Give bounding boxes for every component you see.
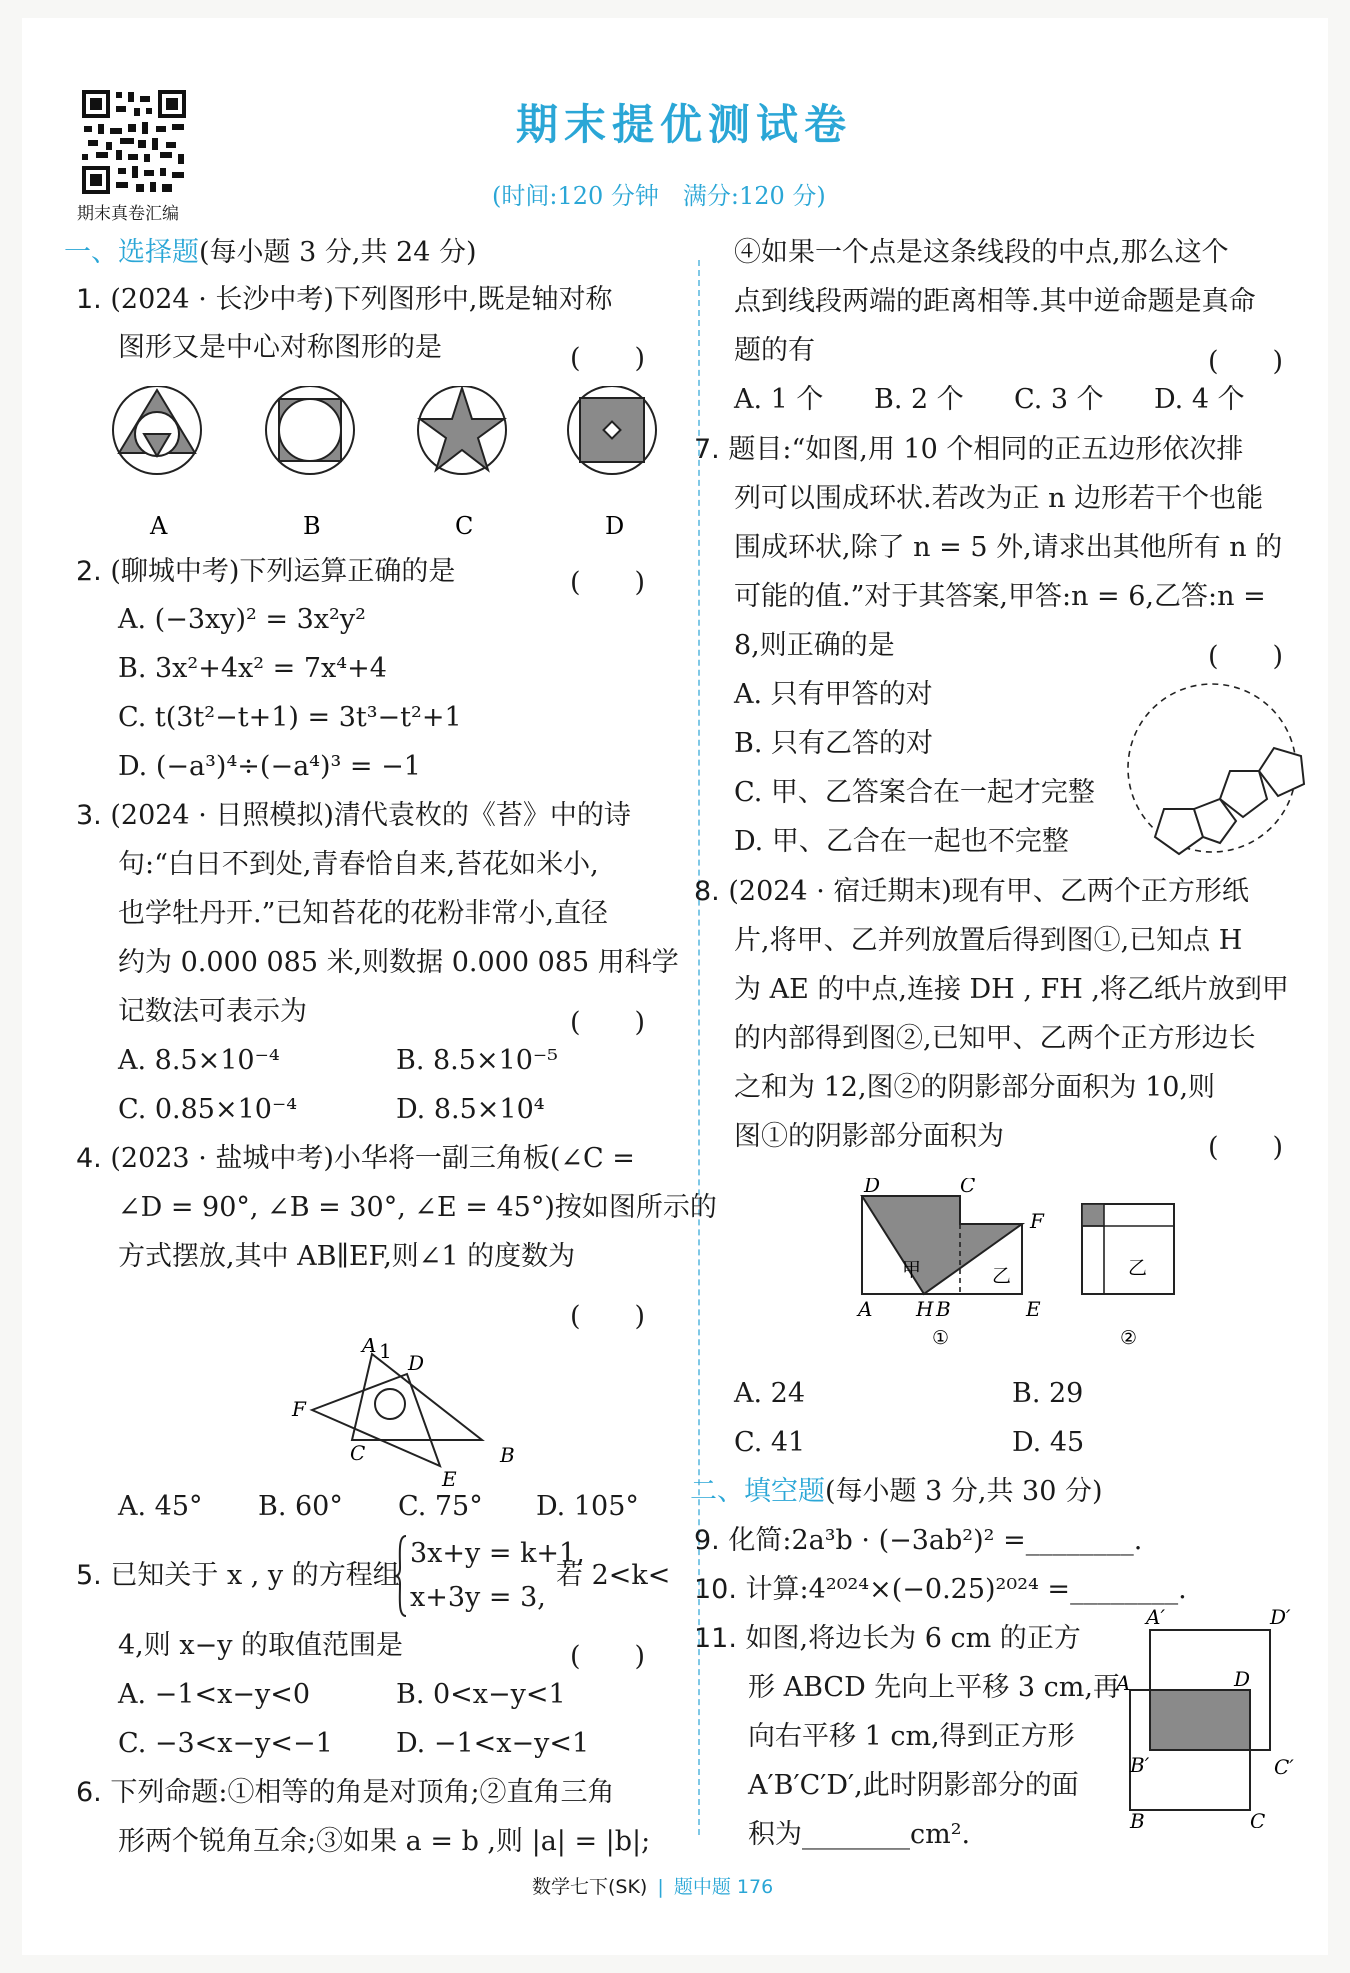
q7-option-c[interactable]: C. 甲、乙答案合在一起才完整	[734, 777, 1095, 808]
q10-end: .	[1178, 1574, 1187, 1605]
q5-text-lead: 已知关于 x , y 的方程组	[110, 1560, 400, 1591]
q4-option-c[interactable]: C. 75°	[398, 1491, 483, 1522]
q2-answer-paren[interactable]: ( )	[570, 567, 646, 598]
q7-option-a[interactable]: A. 只有甲答的对	[734, 679, 933, 710]
q4-label-a: A	[362, 1338, 377, 1357]
qr-code[interactable]	[80, 88, 188, 196]
q5-brace	[394, 1534, 408, 1618]
q6-line2: 形两个锐角互余;③如果 a = b ,则 |a| = |b|;	[118, 1826, 651, 1857]
q7-option-b[interactable]: B. 只有乙答的对	[734, 728, 934, 759]
q8-label-yi: 乙	[992, 1265, 1012, 1287]
q11-label-d1: D′	[1270, 1606, 1291, 1629]
q8-option-d[interactable]: D. 45	[1012, 1427, 1085, 1458]
q8-line5: 之和为 12,图②的阴影部分面积为 10,则	[734, 1072, 1216, 1103]
q11-answer-blank[interactable]: ________	[802, 1819, 910, 1850]
q6-answer-paren[interactable]: ( )	[1208, 346, 1284, 377]
q11-text-1: 如图,将边长为 6 cm 的正方	[745, 1623, 1081, 1654]
q4-option-d[interactable]: D. 105°	[536, 1491, 639, 1522]
q8-line1	[694, 868, 1249, 916]
q4-line1	[76, 1135, 635, 1183]
q4-figure	[282, 1338, 542, 1488]
q9	[694, 1517, 1142, 1565]
q5-line2: 4,则 x−y 的取值范围是	[118, 1630, 404, 1661]
footer: 数学七下(SK) | 题中题 176	[532, 1876, 774, 1898]
q9-number: 9.	[694, 1525, 720, 1556]
q11-shaded-region	[1150, 1690, 1250, 1750]
q7-line4: 可能的值.”对于其答案,甲答:n = 6,乙答:n =	[734, 581, 1266, 612]
q11-text-5b: cm².	[910, 1819, 971, 1850]
q11-line5	[748, 1811, 970, 1859]
q3-option-a[interactable]: A. 8.5×10⁻⁴	[118, 1045, 280, 1076]
q7-answer-paren[interactable]: ( )	[1208, 641, 1284, 672]
q5-number: 5.	[76, 1560, 102, 1591]
section-2-name: 二、填空题	[690, 1476, 825, 1507]
q5-option-d[interactable]: D. −1<x−y<1	[396, 1728, 590, 1759]
q11-figure	[1102, 1606, 1302, 1828]
q1-text-1: (2024 · 长沙中考)下列图形中,既是轴对称	[110, 284, 613, 315]
page-title: 期末提优测试卷	[516, 100, 853, 149]
q8-label-a: A	[858, 1297, 873, 1321]
q7-option-d[interactable]: D. 甲、乙合在一起也不完整	[734, 826, 1069, 857]
q4-label-d: D	[408, 1351, 425, 1375]
q1-label-d: D	[605, 512, 625, 536]
q4-number: 4.	[76, 1143, 102, 1174]
q8-label-fig2: ②	[1120, 1327, 1138, 1348]
q1-line2: 图形又是中心对称图形的是	[118, 332, 442, 363]
section-1-note: (每小题 3 分,共 24 分)	[199, 237, 477, 268]
section-1-heading	[64, 229, 477, 277]
q5-option-c[interactable]: C. −3<x−y<−1	[118, 1728, 333, 1759]
q5-option-b[interactable]: B. 0<x−y<1	[396, 1679, 566, 1710]
q1-label-c: C	[455, 512, 474, 536]
q3-text-1: (2024 · 日照模拟)清代袁枚的《苔》中的诗	[110, 800, 631, 831]
q9-answer-blank[interactable]: ________	[1025, 1525, 1134, 1556]
q4-label-1: 1	[379, 1339, 392, 1363]
q11-text-5a: 积为	[748, 1819, 802, 1850]
q11-line1	[694, 1615, 1081, 1663]
q6-number: 6.	[76, 1777, 102, 1808]
q7-number: 7.	[694, 434, 720, 465]
q3-option-b[interactable]: B. 8.5×10⁻⁵	[396, 1045, 558, 1076]
page	[22, 18, 1328, 1955]
q11-number: 11.	[694, 1623, 737, 1654]
q11-label-c1: C′	[1274, 1755, 1294, 1779]
q4-label-c: C	[350, 1441, 366, 1465]
footer-book: 数学七下(SK)	[532, 1876, 648, 1898]
q6-option-d[interactable]: D. 4 个	[1154, 384, 1245, 415]
q1-number: 1.	[76, 284, 102, 315]
q4-answer-paren[interactable]: ( )	[570, 1301, 646, 1332]
q1-fig-c-star	[420, 388, 504, 470]
q3-line4: 约为 0.000 085 米,则数据 0.000 085 用科学	[118, 947, 679, 978]
q5-option-a[interactable]: A. −1<x−y<0	[118, 1679, 310, 1710]
q8-label-e: E	[1026, 1297, 1041, 1321]
q1-label-a: A	[150, 512, 168, 536]
q1-line1	[76, 276, 612, 324]
q6-option-b[interactable]: B. 2 个	[874, 384, 964, 415]
q11-label-b: B	[1130, 1809, 1145, 1828]
q6-line5: 题的有	[734, 335, 815, 366]
q8-option-c[interactable]: C. 41	[734, 1427, 806, 1458]
page-subtitle: (时间:120 分钟 满分:120 分)	[492, 182, 826, 210]
section-1-name: 一、选择题	[64, 237, 199, 268]
q4-option-b[interactable]: B. 60°	[258, 1491, 343, 1522]
q7-line5: 8,则正确的是	[734, 630, 895, 661]
q11-label-c: C	[1250, 1809, 1266, 1828]
q11-line3: 向右平移 1 cm,得到正方形	[748, 1721, 1075, 1752]
q8-label-yi-2: 乙	[1128, 1257, 1148, 1279]
q7-figure	[1112, 678, 1312, 868]
q7-line2: 列可以围成环状.若改为正 n 边形若干个也能	[734, 483, 1264, 514]
q8-label-f: F	[1030, 1209, 1044, 1233]
q3-line2: 句:“白日不到处,青春恰自来,苔花如米小,	[118, 849, 599, 880]
section-2-heading	[690, 1468, 1103, 1516]
q4-label-b: B	[500, 1443, 515, 1467]
q11-label-a: A	[1116, 1671, 1131, 1695]
q4-label-e: E	[442, 1467, 457, 1488]
q7-line1	[694, 426, 1243, 474]
q2-option-a[interactable]: A. (−3xy)² = 3x²y²	[118, 604, 366, 635]
q9-text: 化简:2a³b · (−3ab²)² =	[728, 1525, 1026, 1556]
footer-page: 题中题 176	[673, 1876, 774, 1898]
q6-option-a[interactable]: A. 1 个	[734, 384, 824, 415]
q4-line2: ∠D = 90°, ∠B = 30°, ∠E = 45°)按如图所示的	[118, 1192, 717, 1223]
q2-option-d[interactable]: D. (−a³)⁴÷(−a⁴)³ = −1	[118, 751, 421, 782]
q4-line3: 方式摆放,其中 AB∥EF,则∠1 的度数为	[118, 1241, 576, 1272]
q6-line4: 点到线段两端的距离相等.其中逆命题是真命	[734, 286, 1256, 317]
qr-caption: 期末真卷汇编	[77, 204, 179, 224]
q6-text-1: 下列命题:①相等的角是对顶角;②直角三角	[110, 1777, 615, 1808]
q10-number: 10.	[694, 1574, 737, 1605]
q3-option-d[interactable]: D. 8.5×10⁴	[396, 1094, 545, 1125]
section-2-note: (每小题 3 分,共 30 分)	[825, 1476, 1103, 1507]
q1-label-b: B	[303, 512, 321, 536]
q2-text: (聊城中考)下列运算正确的是	[110, 556, 456, 587]
q8-label-c: C	[960, 1178, 976, 1197]
q8-label-fig1: ①	[932, 1327, 950, 1348]
q3-line3: 也学牡丹开.”已知苔花的花粉非常小,直径	[118, 898, 608, 929]
q8-label-d: D	[864, 1178, 881, 1197]
q5-equation-2: x+3y = 3,	[410, 1582, 546, 1613]
q3-line1	[76, 792, 631, 840]
q5-answer-paren[interactable]: ( )	[570, 1641, 646, 1672]
q8-number: 8.	[694, 876, 720, 907]
q5-equation-1: 3x+y = k+1,	[410, 1538, 585, 1569]
q7-line3: 围成环状,除了 n = 5 外,请求出其他所有 n 的	[734, 532, 1283, 563]
q4-triangle-def	[312, 1374, 440, 1466]
q8-text-1: (2024 · 宿迁期末)现有甲、乙两个正方形纸	[728, 876, 1249, 907]
q3-number: 3.	[76, 800, 102, 831]
q2-option-c[interactable]: C. t(3t²−t+1) = 3t³−t²+1	[118, 702, 462, 733]
q2-option-b[interactable]: B. 3x²+4x² = 7x⁴+4	[118, 653, 387, 684]
q6-line1	[76, 1769, 615, 1817]
q2-stem	[76, 548, 455, 596]
q11-line2: 形 ABCD 先向上平移 3 cm,再	[748, 1672, 1120, 1703]
q8-figure	[832, 1178, 1212, 1348]
q6-line3: ④如果一个点是这条线段的中点,那么这个	[734, 237, 1229, 268]
q8-figure-2	[1082, 1204, 1174, 1294]
q11-label-b1: B′	[1130, 1753, 1150, 1777]
q7-pentagon-4	[1259, 748, 1304, 796]
q8-label-b: B	[936, 1297, 951, 1321]
q11-line4: A′B′C′D′,此时阴影部分的面	[748, 1770, 1079, 1801]
q9-end: .	[1133, 1525, 1143, 1556]
q8-line6: 图①的阴影部分面积为	[734, 1121, 1004, 1152]
q10-answer-blank[interactable]: ________	[1070, 1574, 1179, 1605]
q3-option-c[interactable]: C. 0.85×10⁻⁴	[118, 1094, 298, 1125]
q8-label-jia: 甲	[902, 1259, 922, 1281]
q8-option-a[interactable]: A. 24	[734, 1378, 806, 1409]
q3-answer-paren[interactable]: ( )	[570, 1007, 646, 1038]
q8-line4: 的内部得到图②,已知甲、乙两个正方形边长	[734, 1023, 1256, 1054]
q8-line2: 片,将甲、乙并列放置后得到图①,已知点 H	[734, 925, 1243, 956]
q5-lead	[76, 1552, 400, 1600]
q11-label-d: D	[1234, 1667, 1251, 1691]
q6-option-c[interactable]: C. 3 个	[1014, 384, 1104, 415]
q11-label-a1: A′	[1146, 1606, 1165, 1629]
q8-answer-paren[interactable]: ( )	[1208, 1132, 1284, 1163]
q1-answer-paren[interactable]: ( )	[570, 343, 646, 374]
q7-text-1: 题目:“如图,用 10 个相同的正五边形依次排	[728, 434, 1244, 465]
q1-figures	[112, 386, 682, 536]
q2-number: 2.	[76, 556, 102, 587]
q3-line5: 记数法可表示为	[118, 996, 307, 1027]
q4-label-f: F	[292, 1397, 306, 1421]
qr-code-icon	[80, 88, 188, 196]
q8-line3: 为 AE 的中点,连接 DH , FH ,将乙纸片放到甲	[734, 974, 1289, 1005]
q4-option-a[interactable]: A. 45°	[118, 1491, 203, 1522]
q10-text: 计算:4²⁰²⁴×(−0.25)²⁰²⁴ =	[745, 1574, 1071, 1605]
q8-option-b[interactable]: B. 29	[1012, 1378, 1084, 1409]
q4-text-1: (2023 · 盐城中考)小华将一副三角板(∠C =	[110, 1143, 635, 1174]
q8-label-h: H	[916, 1297, 934, 1321]
q5-text-tail: 若 2<k<	[556, 1560, 671, 1591]
